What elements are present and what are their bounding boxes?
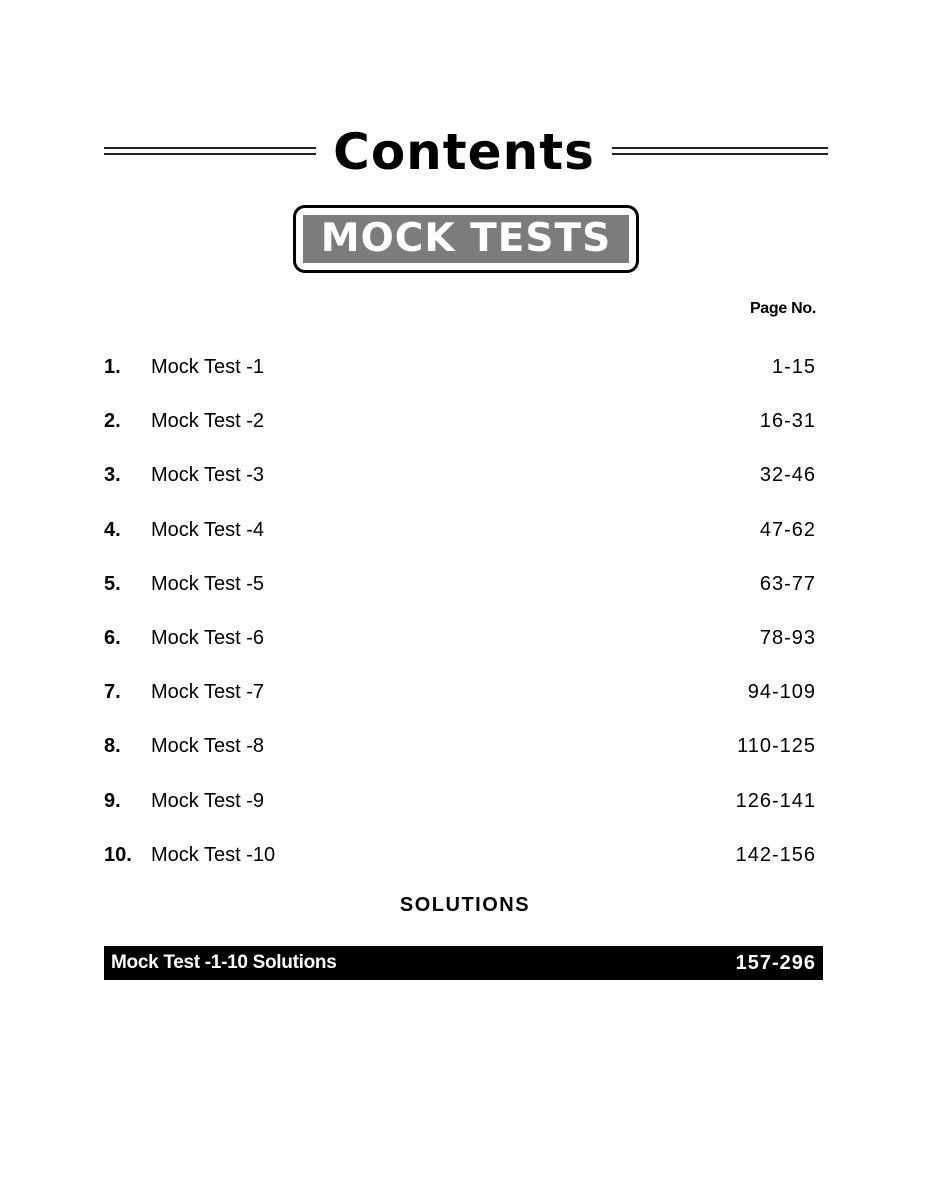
- solutions-heading: SOLUTIONS: [399, 894, 531, 916]
- toc-entry[interactable]: [104, 352, 816, 382]
- toc-entry-title: Mock Test -1: [151, 356, 264, 378]
- toc-entry[interactable]: [104, 623, 816, 653]
- toc-entry-title: Mock Test -5: [151, 573, 264, 595]
- solutions-row-pages: 157-296: [735, 952, 816, 974]
- toc-entry-number: 6.: [104, 627, 121, 649]
- toc-entry[interactable]: [104, 840, 816, 870]
- toc-entry-number: 3.: [104, 464, 121, 486]
- title-rule-left: [104, 147, 316, 155]
- toc-entry-title: Mock Test -2: [151, 410, 264, 432]
- page-no-header: Page No.: [749, 300, 816, 317]
- toc-entry-number: 9.: [104, 790, 121, 812]
- toc-entry-title: Mock Test -8: [151, 735, 264, 757]
- toc-entry-pages: 78-93: [759, 627, 816, 649]
- toc-entry-pages: 142-156: [735, 844, 816, 866]
- toc-entry-pages: 126-141: [735, 790, 816, 812]
- solutions-row[interactable]: [104, 946, 823, 980]
- toc-entry-number: 7.: [104, 681, 121, 703]
- toc-entry[interactable]: [104, 515, 816, 545]
- section-badge-label: MOCK TESTS: [303, 215, 629, 263]
- page-title: Contents: [333, 123, 595, 181]
- toc-entry-title: Mock Test -7: [151, 681, 264, 703]
- toc-entry-pages: 16-31: [759, 410, 816, 432]
- toc-entry-title: Mock Test -6: [151, 627, 264, 649]
- toc-entry[interactable]: [104, 786, 816, 816]
- toc-entry-number: 1.: [104, 356, 121, 378]
- solutions-row-title: Mock Test -1-10 Solutions: [111, 952, 337, 973]
- title-row: [104, 120, 828, 184]
- toc-entry-pages: 32-46: [759, 464, 816, 486]
- toc-entry-number: 10.: [104, 844, 132, 866]
- toc-entry-number: 4.: [104, 519, 121, 541]
- toc-entry-pages: 94-109: [747, 681, 816, 703]
- toc-entry[interactable]: [104, 677, 816, 707]
- toc-entry-title: Mock Test -3: [151, 464, 264, 486]
- toc-entry[interactable]: [104, 731, 816, 761]
- toc-entry-number: 2.: [104, 410, 121, 432]
- toc-entry-title: Mock Test -4: [151, 519, 264, 541]
- title-rule-right: [612, 147, 828, 155]
- toc-entry[interactable]: [104, 460, 816, 490]
- toc-entry-pages: 110-125: [737, 735, 816, 757]
- toc-entry-pages: 1-15: [771, 356, 816, 378]
- toc-entry-title: Mock Test -10: [151, 844, 276, 866]
- toc-entry-number: 5.: [104, 573, 121, 595]
- toc-entry-pages: 63-77: [759, 573, 816, 595]
- toc-entry[interactable]: [104, 569, 816, 599]
- toc-entry-pages: 47-62: [759, 519, 816, 541]
- toc-entry-title: Mock Test -9: [151, 790, 264, 812]
- toc-entry[interactable]: [104, 406, 816, 436]
- toc-entry-number: 8.: [104, 735, 121, 757]
- section-badge: [293, 205, 639, 273]
